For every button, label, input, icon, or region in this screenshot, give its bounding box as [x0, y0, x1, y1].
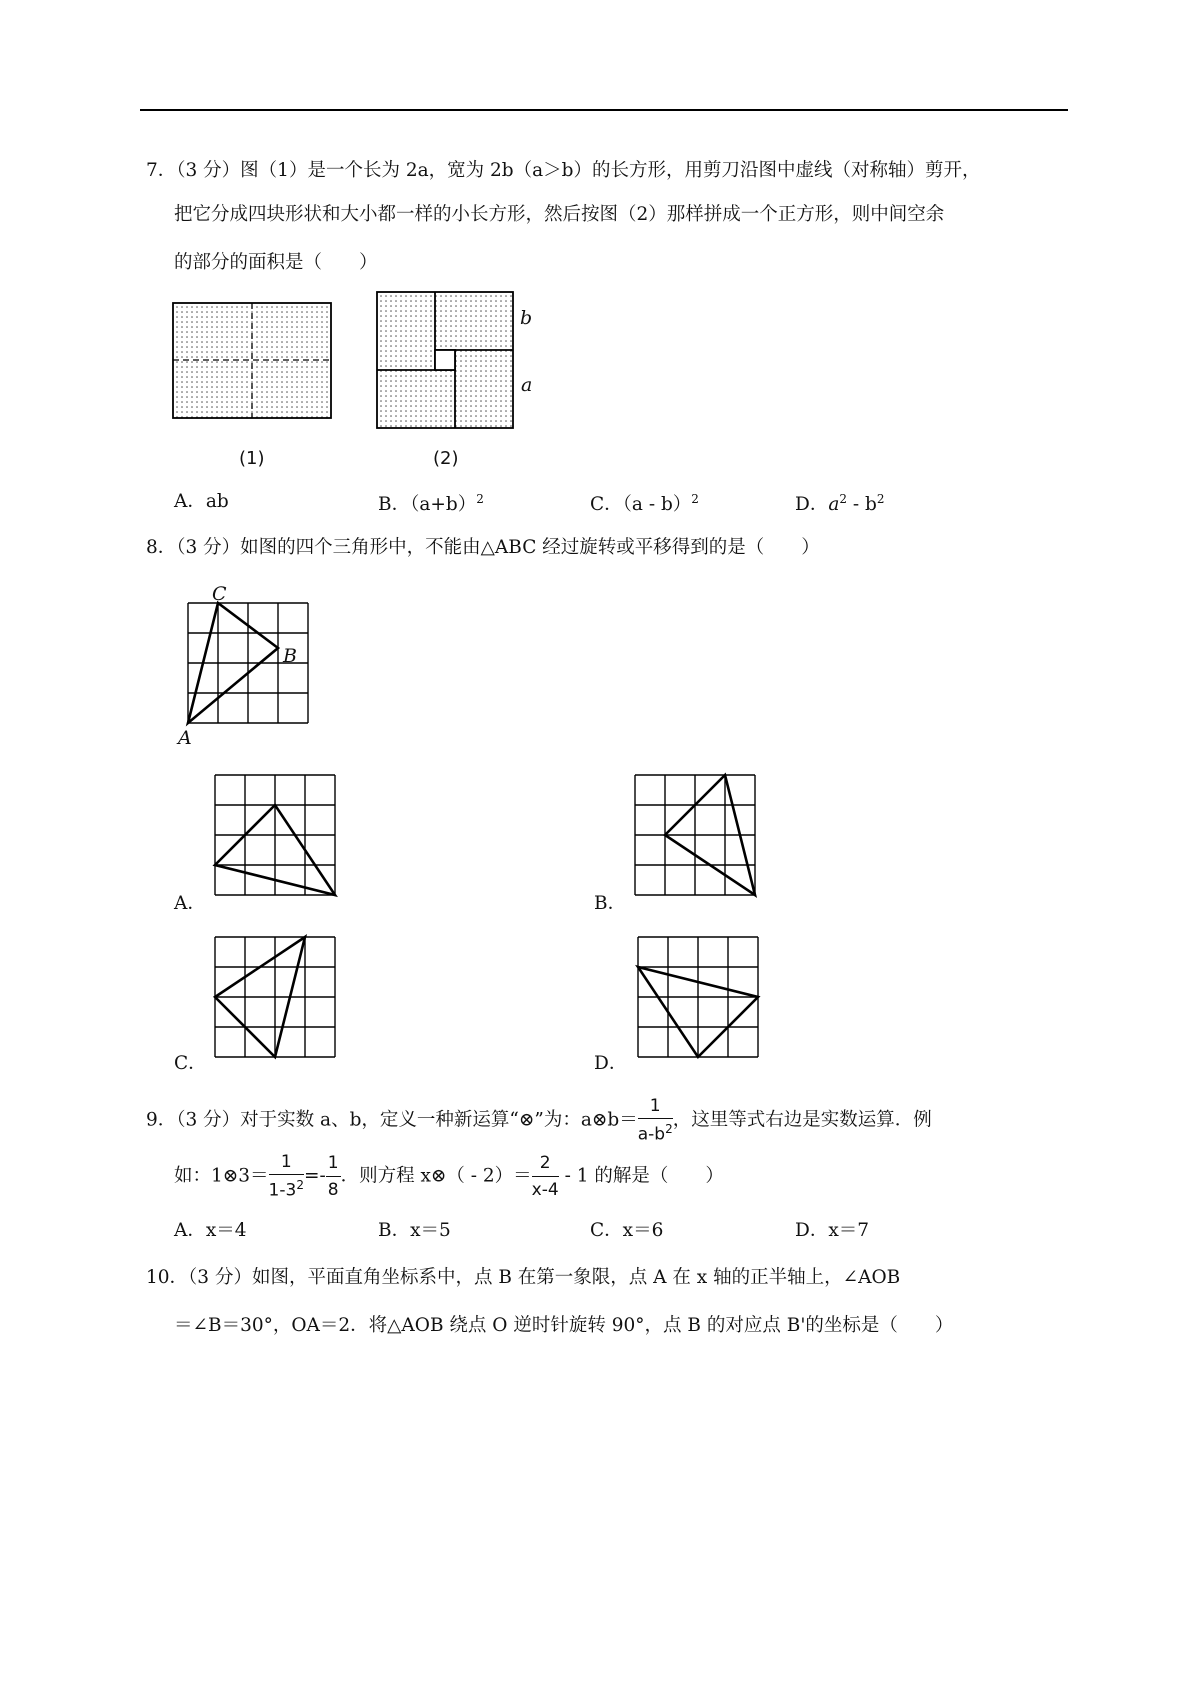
q7-figure-2-label-a: a — [521, 374, 533, 396]
header-rule — [140, 109, 1068, 111]
q9-text-line-2: 如：1⊗3＝ $\frac{1}{1-3^2}$ =- $\frac{1}{8}$ ．则方程 x⊗（ - 2）＝ $\frac{2}{x-4}$ - 1 的解是（ ） — [174, 1152, 724, 1202]
q8-option-c-grid — [215, 937, 337, 1059]
q7-option-d: D．$a^2 - b^2$ — [795, 492, 885, 516]
q10-text-line-2: ＝∠B＝30°，OA＝2．将△AOB 绕点 O 逆时针旋转 90°，点 B 的对应点 B'的坐标是（ ） — [174, 1315, 954, 1336]
q10-text-line-1: 10．（3 分）如图，平面直角坐标系中，点 B 在第一象限，点 A 在 x 轴的正半轴上，∠AOB — [146, 1267, 901, 1288]
q9-fraction-equation: $\frac{2}{x-4}$ — [531, 1153, 559, 1200]
q9-text-line-1: 9．（3 分）对于实数 a、b，定义一种新运算“⊗”为：a⊗b＝ $\frac{1}{a-b^2}$ ，这里等式右边是实数运算．例 — [146, 1096, 932, 1146]
q8-label-a: A — [178, 727, 192, 749]
q7-option-b: B．$(a+b)^2$ — [378, 492, 484, 516]
q8-label-c: C — [212, 583, 227, 605]
q8-option-c-label: C． — [174, 1053, 207, 1074]
q8-option-b-label: B． — [594, 893, 627, 914]
q7-figure-1-caption: (1) — [239, 448, 265, 469]
q9-option-a: A．x＝4 — [174, 1220, 247, 1241]
q8-text-line-1: 8．（3 分）如图的四个三角形中，不能由△ABC 经过旋转或平移得到的是（ ） — [146, 537, 820, 558]
q7-text-line-2: 把它分成四块形状和大小都一样的小长方形，然后按图（2）那样拼成一个正方形，则中间空余 — [174, 204, 945, 225]
q7-figure-2-label-b: b — [520, 307, 533, 329]
q9-option-d: D．x＝7 — [795, 1220, 870, 1241]
q9-option-c: C．x＝6 — [590, 1220, 664, 1241]
q7-option-c: C．（a - b）$^2$ — [590, 492, 699, 516]
q8-option-a-label: A． — [174, 893, 206, 914]
q9-fraction-definition: $\frac{1}{a-b^2}$ — [637, 1096, 673, 1146]
q7-figure-2-caption: (2) — [433, 448, 459, 469]
q7-figure-1 — [170, 300, 336, 424]
q7-figure-2 — [374, 289, 516, 431]
q7-option-a: A．ab — [174, 491, 229, 512]
q9-fraction-result: $\frac{1}{8}$ — [327, 1153, 339, 1200]
q7-text-line-1: 7．（3 分）图（1）是一个长为 2a，宽为 2b（a＞b）的长方形，用剪刀沿图中虚线（对称轴）剪开， — [146, 160, 981, 181]
q7-text-line-3: 的部分的面积是（ ） — [174, 252, 378, 273]
q9-fraction-example: $\frac{1}{1-3^2}$ — [268, 1152, 304, 1202]
q8-option-a-grid — [215, 775, 337, 897]
q9-option-b: B．x＝5 — [378, 1220, 451, 1241]
q8-option-d-grid — [638, 937, 760, 1059]
q8-label-b: B — [283, 645, 297, 667]
q8-option-d-label: D． — [594, 1053, 628, 1074]
q8-option-b-grid — [635, 775, 757, 897]
